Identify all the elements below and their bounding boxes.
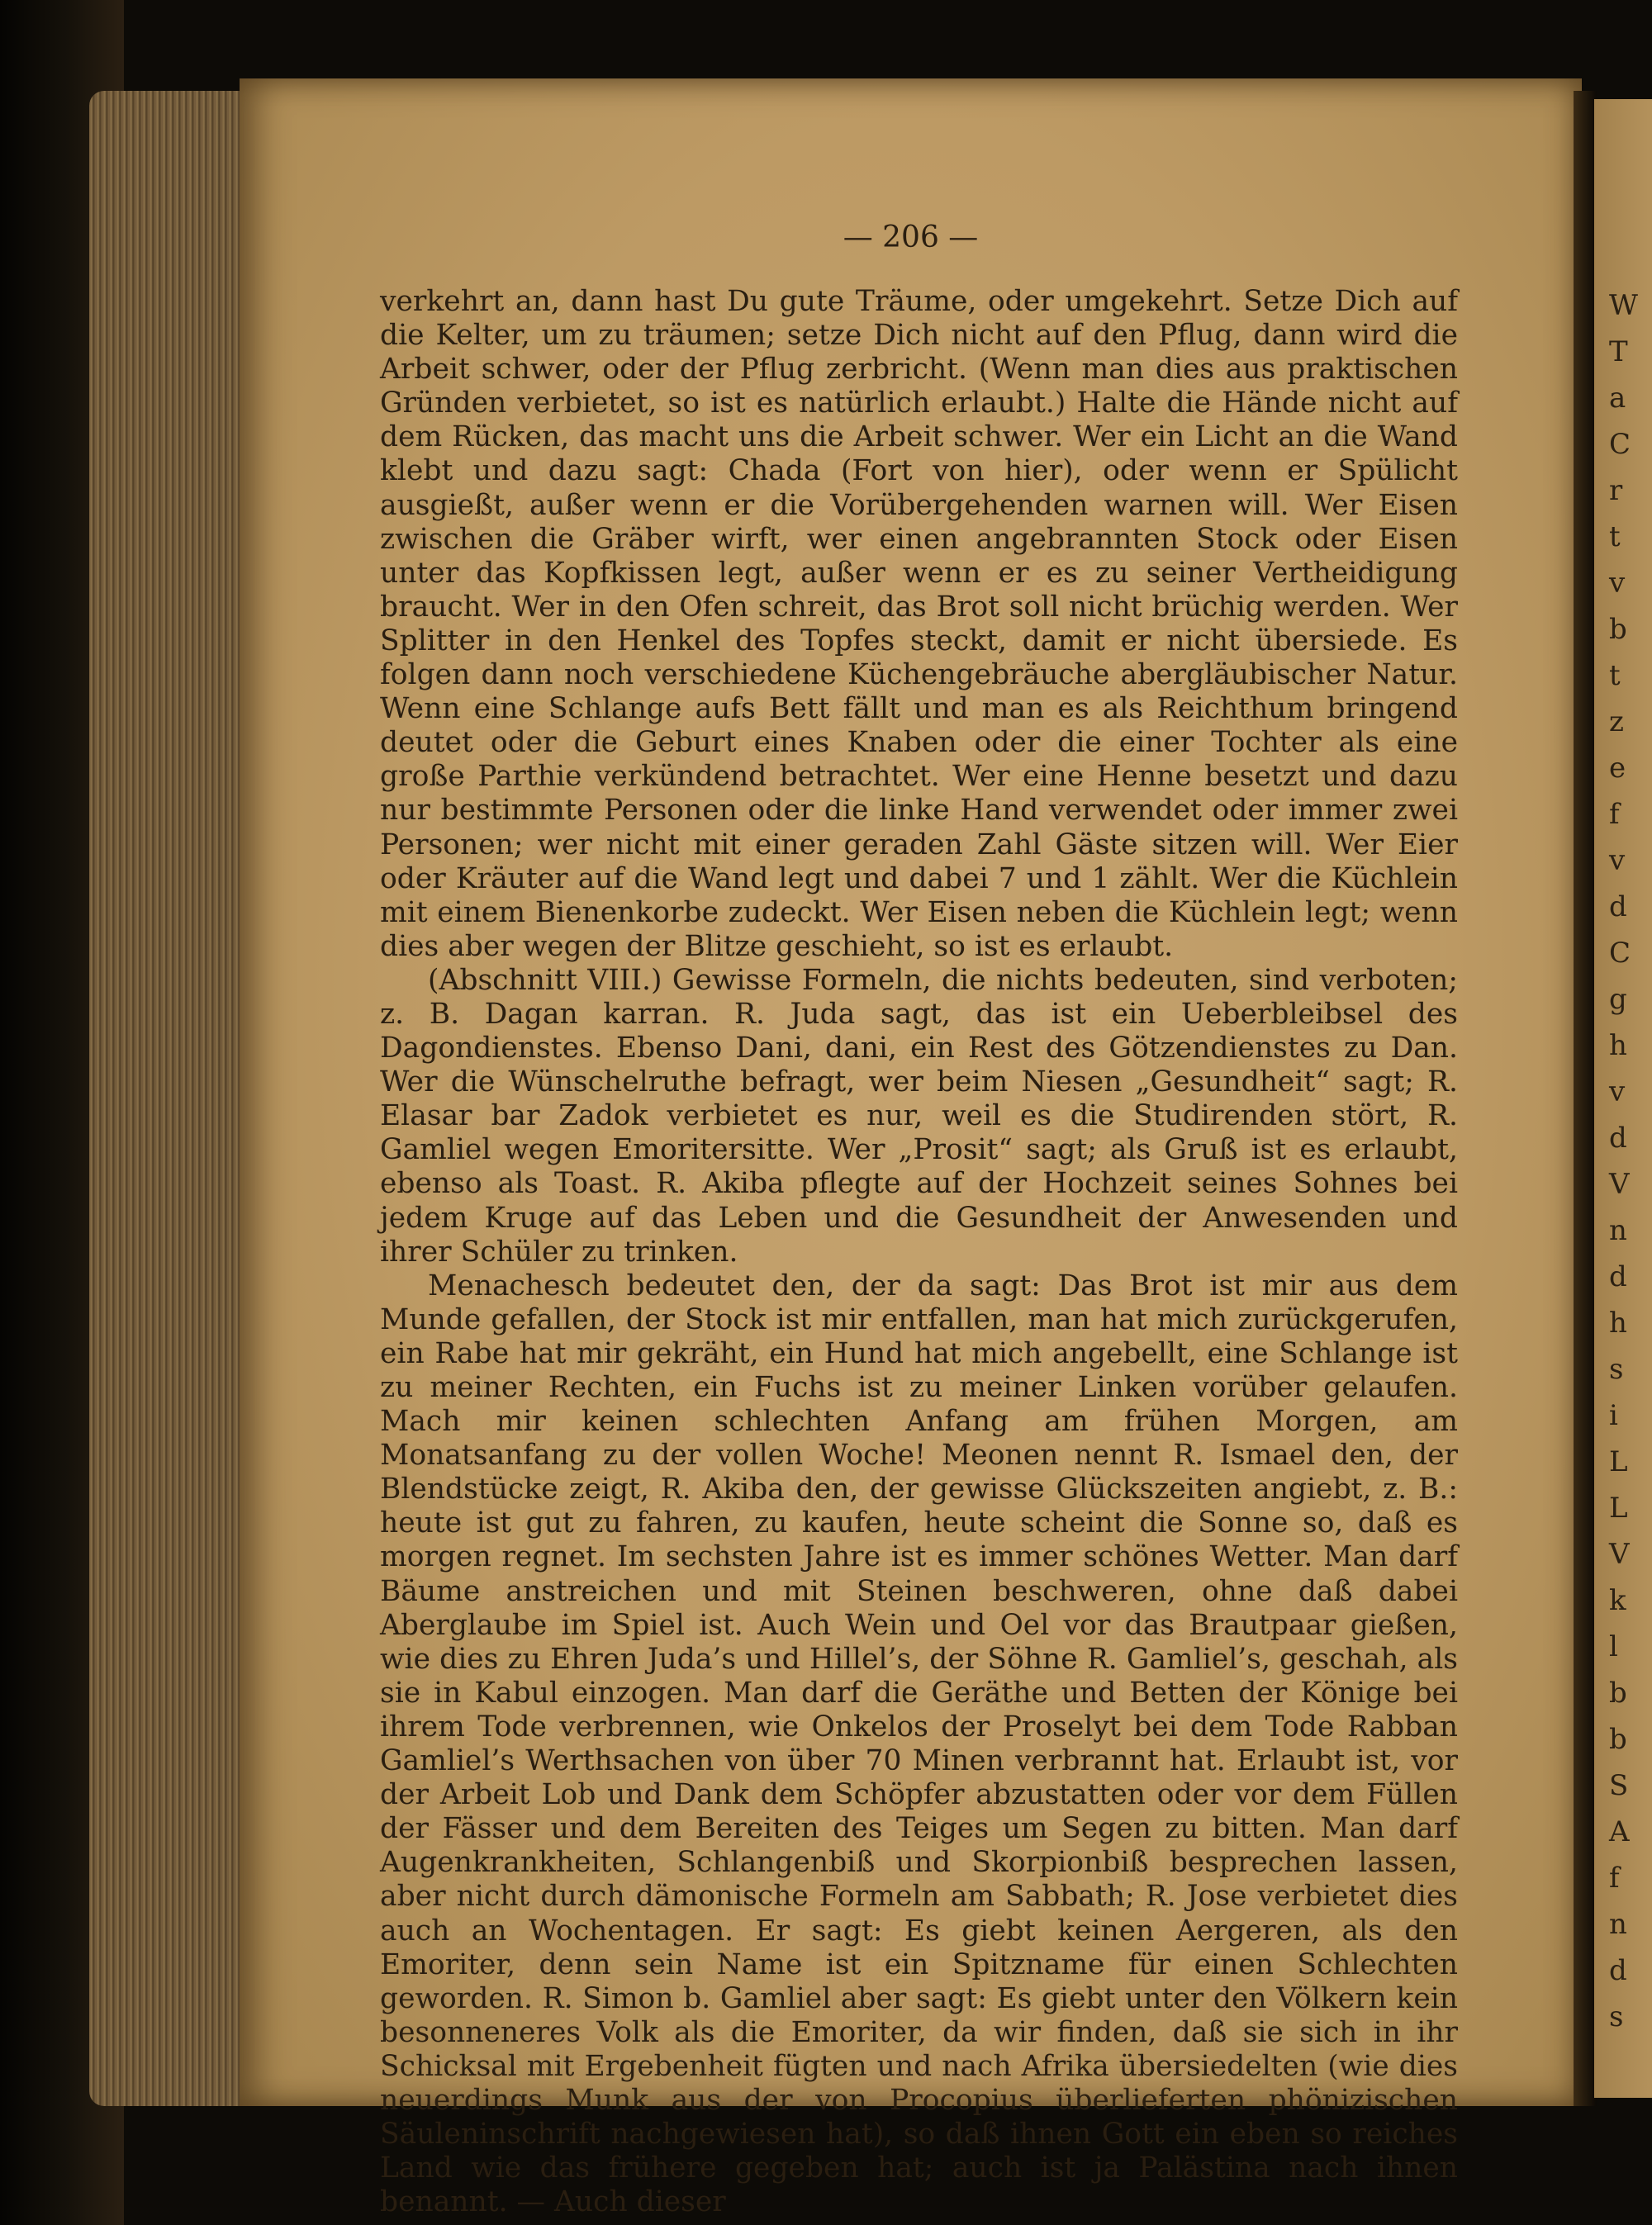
- facing-page-fragment: v: [1609, 567, 1626, 600]
- facing-page-fragment: h: [1609, 1307, 1627, 1340]
- facing-page-fragment: f: [1609, 1862, 1620, 1895]
- facing-page-fragment: v: [1609, 844, 1626, 877]
- facing-page-fragment: d: [1609, 1122, 1627, 1155]
- page-text: [380, 285, 1458, 2219]
- facing-page-fragment: s: [1609, 2000, 1624, 2033]
- facing-page-fragment: g: [1609, 983, 1627, 1016]
- facing-page-fragment: W: [1609, 289, 1638, 322]
- book-gutter: [1574, 91, 1597, 2106]
- facing-page-fragment: d: [1609, 890, 1627, 923]
- facing-page-fragment: S: [1609, 1769, 1629, 1802]
- facing-page-fragment: C: [1609, 428, 1631, 461]
- facing-page-fragment: b: [1609, 1723, 1627, 1756]
- book-page: [240, 78, 1582, 2219]
- facing-page-fragment: k: [1609, 1584, 1626, 1617]
- facing-page-fragment: s: [1609, 1353, 1624, 1386]
- facing-page-fragment: n: [1609, 1214, 1627, 1247]
- facing-page-fragment: A: [1609, 1815, 1630, 1848]
- facing-page-fragment: C: [1609, 937, 1631, 970]
- facing-page-fragment: v: [1609, 1075, 1626, 1108]
- facing-page-fragment: L: [1609, 1492, 1628, 1525]
- facing-page-fragment: d: [1609, 1954, 1627, 1987]
- paragraph-2: (Abschnitt VIII.) Gewisse Formeln, die nichts bedeuten, sind verboten; z. B. Dagan karran. R. Juda sagt, das ist ein Ueberbleibsel des Dagondienstes. Ebenso Dani, dani, ein Rest des Götzendienstes zu Dan. Wer die Wünschelruthe befragt, wer beim Niesen „Gesundheit“ sagt; R. Elasar bar Zadok verbietet es nur, weil es die Studirenden stört, R. Gamliel wegen Emoritersitte. Wer „Prosit“ sagt; als Gruß ist es erlaubt, ebenso als Toast. R. Akiba pflegte auf der Hochzeit seines Sohnes bei jedem Kruge auf das Leben und die Gesundheit der Anwesenden und ihrer Schüler zu trinken.: [380, 963, 1458, 1269]
- facing-page-fragment: f: [1609, 798, 1620, 831]
- facing-page-fragment: V: [1609, 1538, 1630, 1571]
- facing-page-fragment: b: [1609, 613, 1627, 646]
- facing-page-fragment: t: [1609, 520, 1621, 553]
- facing-page-fragment: r: [1609, 474, 1623, 507]
- facing-page-fragment: T: [1609, 335, 1628, 368]
- facing-page-fragment: n: [1609, 1908, 1627, 1941]
- facing-page-fragment: t: [1609, 659, 1621, 692]
- facing-page-edge: [1594, 99, 1652, 2098]
- facing-page-fragment: L: [1609, 1445, 1628, 1478]
- facing-page-fragment: h: [1609, 1029, 1627, 1062]
- facing-page-fragment: V: [1609, 1168, 1630, 1201]
- paragraph-1: verkehrt an, dann hast Du gute Träume, oder umgekehrt. Setze Dich auf die Kelter, um zu träumen; setze Dich nicht auf den Pflug, dann wird die Arbeit schwer, oder der Pflug zerbricht. (Wenn man dies aus praktischen Gründen verbietet, so ist es natürlich erlaubt.) Halte die Hände nicht auf dem Rücken, das macht uns die Arbeit schwer. Wer ein Licht an die Wand klebt und dazu sagt: Chada (Fort von hier), oder wenn er Spülicht ausgießt, außer wenn er die Vorübergehenden warnen will. Wer Eisen zwischen die Gräber wirft, wer einen angebrannten Stock oder Eisen unter das Kopfkissen legt, außer wenn er es zu seiner Vertheidigung braucht. Wer in den Ofen schreit, das Brot soll nicht brüchig werden. Wer Splitter in den Henkel des Topfes steckt, damit er nicht übersiede. Es folgen dann noch verschiedene Küchengebräuche abergläubischer Natur. Wenn eine Schlange aufs Bett fällt und man es als Reichthum bringend deutet oder die Geburt eines Knaben oder die einer Tochter als eine große Parthie verkündend betrachtet. Wer eine Henne besetzt und dazu nur bestimmte Personen oder die linke Hand verwendet oder immer zwei Personen; wer nicht mit einer geraden Zahl Gäste sitzen will. Wer Eier oder Kräuter auf die Wand legt und dabei 7 und 1 zählt. Wer die Küchlein mit einem Bienenkorbe zudeckt. Wer Eisen neben die Küchlein legt; wenn dies aber wegen der Blitze geschieht, so ist es erlaubt.: [380, 285, 1458, 963]
- facing-page-fragment: d: [1609, 1260, 1627, 1293]
- facing-page-fragment: b: [1609, 1677, 1627, 1710]
- paragraph-3: Menachesch bedeutet den, der da sagt: Das Brot ist mir aus dem Munde gefallen, der Stock ist mir entfallen, man hat mich zurückgerufen, ein Rabe hat mir gekräht, ein Hund hat mich angebellt, eine Schlange ist zu meiner Rechten, ein Fuchs ist zu meiner Linken vorüber gelaufen. Mach mir keinen schlechten Anfang am frühen Morgen, am Monatsanfang zu der vollen Woche! Meonen nennt R. Ismael den, der Blendstücke zeigt, R. Akiba den, der gewisse Glückszeiten angiebt, z. B.: heute ist gut zu fahren, zu kaufen, heute scheint die Sonne so, daß es morgen regnet. Im sechsten Jahre ist es immer schönes Wetter. Man darf Bäume anstreichen und mit Steinen beschweren, ohne daß dabei Aberglaube im Spiel ist. Auch Wein und Oel vor das Brautpaar gießen, wie dies zu Ehren Juda’s und Hillel’s, der Söhne R. Gamliel’s, geschah, als sie in Kabul einzogen. Man darf die Geräthe und Betten der Könige bei ihrem Tode verbrennen, wie Onkelos der Proselyt bei dem Tode Rabban Gamliel’s Werthsachen von über 70 Minen verbrannt hat. Erlaubt ist, vor der Arbeit Lob und Dank dem Schöpfer abzustatten oder vor dem Füllen der Fässer und dem Bereiten des Teiges um Segen zu bitten. Man darf Augenkrankheiten, Schlangenbiß und Skorpionbiß besprechen lassen, aber nicht durch dämonische Formeln am Sabbath; R. Jose verbietet dies auch an Wochentagen. Er sagt: Es giebt keinen Aergeren, als den Emoriter, denn sein Name ist ein Spitzname für einen Schlechten geworden. R. Simon b. Gamliel aber sagt: Es giebt unter den Völkern kein besonneneres Volk als die Emoriter, da wir finden, daß sie sich in ihr Schicksal mit Ergebenheit fügten und nach Afrika übersiedelten (wie dies neuerdings Munk aus der von Procopius überlieferten phönizischen Säuleninschrift nachgewiesen hat), so daß ihnen Gott ein eben so reiches Land wie das frühere gegeben hat; auch ist ja Palästina nach ihnen benannt. — Auch dieser: [380, 1269, 1458, 2219]
- facing-page-fragment: e: [1609, 752, 1626, 785]
- facing-page-fragment: a: [1609, 382, 1626, 415]
- facing-page-fragment: z: [1609, 705, 1624, 738]
- page-stack-edge: [89, 91, 254, 2106]
- facing-page-fragment: l: [1609, 1630, 1618, 1663]
- facing-page-fragment: i: [1609, 1399, 1618, 1432]
- page-number: — 206 —: [843, 221, 979, 254]
